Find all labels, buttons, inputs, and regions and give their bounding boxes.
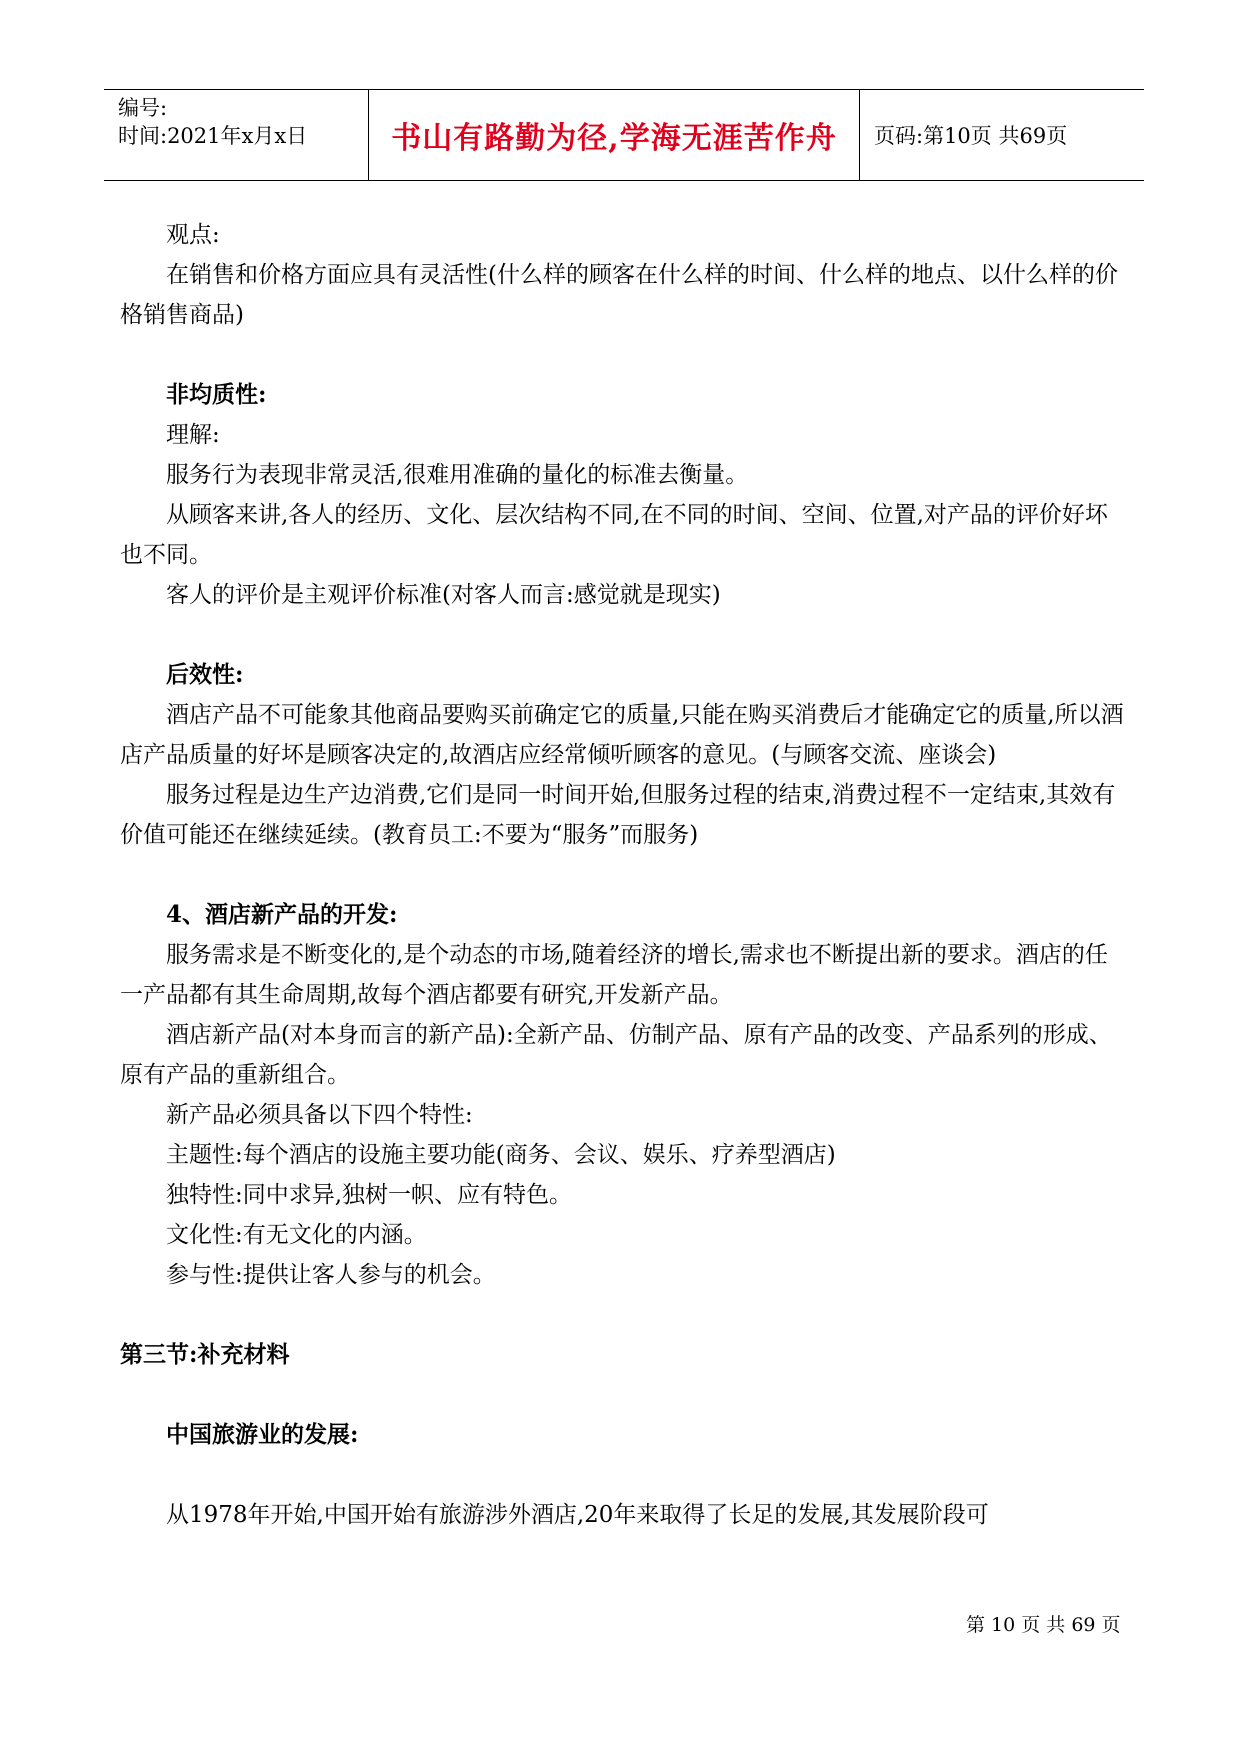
paragraph: 主题性:每个酒店的设施主要功能(商务、会议、娱乐、疗养型酒店) xyxy=(166,1142,836,1168)
section-heading: 4、酒店新产品的开发: xyxy=(166,901,398,928)
header-page-cell xyxy=(860,90,1144,180)
paragraph: 酒店产品不可能象其他商品要购买前确定它的质量,只能在购买消费后才能确定它的质量,所以酒店产品质量的好坏是顾客决定的,故酒店应经常倾听顾客的意见。(与顾客交流、座谈会) xyxy=(120,702,1124,768)
chapter-heading: 第三节:补充材料 xyxy=(120,1341,290,1368)
page-footer: 第 10 页 共 69 页 xyxy=(966,1614,1121,1636)
paragraph: 文化性:有无文化的内涵。 xyxy=(166,1222,427,1248)
header-motto-cell xyxy=(369,90,860,180)
paragraph: 从顾客来讲,各人的经历、文化、层次结构不同,在不同的时间、空间、位置,对产品的评价好坏也不同。 xyxy=(120,502,1108,568)
document-body xyxy=(120,215,1130,1535)
header-left-cell xyxy=(104,90,369,180)
blank-line xyxy=(120,615,1130,655)
blank-line xyxy=(120,1295,1130,1335)
paragraph: 从1978年开始,中国开始有旅游涉外酒店,20年来取得了长足的发展,其发展阶段可 xyxy=(166,1502,989,1528)
paragraph: 在销售和价格方面应具有灵活性(什么样的顾客在什么样的时间、什么样的地点、以什么样的价格销售商品) xyxy=(120,262,1118,328)
document-number-label: 编号: xyxy=(118,96,168,120)
paragraph: 参与性:提供让客人参与的机会。 xyxy=(166,1262,496,1288)
paragraph: 服务过程是边生产边消费,它们是同一时间开始,但服务过程的结束,消费过程不一定结束,其效有价值可能还在继续延续。(教育员工:不要为“服务”而服务) xyxy=(120,782,1116,848)
paragraph: 独特性:同中求异,独树一帜、应有特色。 xyxy=(166,1182,573,1208)
header-page-info: 页码:第10页 共69页 xyxy=(874,124,1068,148)
paragraph: 服务需求是不断变化的,是个动态的市场,随着经济的增长,需求也不断提出新的要求。酒店的任一产品都有其生命周期,故每个酒店都要有研究,开发新产品。 xyxy=(120,942,1108,1008)
paragraph: 客人的评价是主观评价标准(对客人而言:感觉就是现实) xyxy=(166,582,721,608)
blank-line xyxy=(120,1375,1130,1415)
paragraph: 服务行为表现非常灵活,很难用准确的量化的标准去衡量。 xyxy=(166,462,749,488)
header-motto: 书山有路勤为径,学海无涯苦作舟 xyxy=(391,121,837,156)
section-heading: 中国旅游业的发展: xyxy=(166,1421,359,1448)
paragraph: 观点: xyxy=(166,222,220,248)
blank-line xyxy=(120,335,1130,375)
document-time-label: 时间:2021年x月x日 xyxy=(118,124,308,148)
page-header xyxy=(104,89,1144,181)
paragraph: 新产品必须具备以下四个特性: xyxy=(166,1102,473,1128)
section-heading: 非均质性: xyxy=(166,381,267,408)
section-heading: 后效性: xyxy=(166,661,244,688)
blank-line xyxy=(120,855,1130,895)
paragraph: 酒店新产品(对本身而言的新产品):全新产品、仿制产品、原有产品的改变、产品系列的形成、原有产品的重新组合。 xyxy=(120,1022,1112,1088)
blank-line xyxy=(120,1455,1130,1495)
paragraph: 理解: xyxy=(166,422,220,448)
